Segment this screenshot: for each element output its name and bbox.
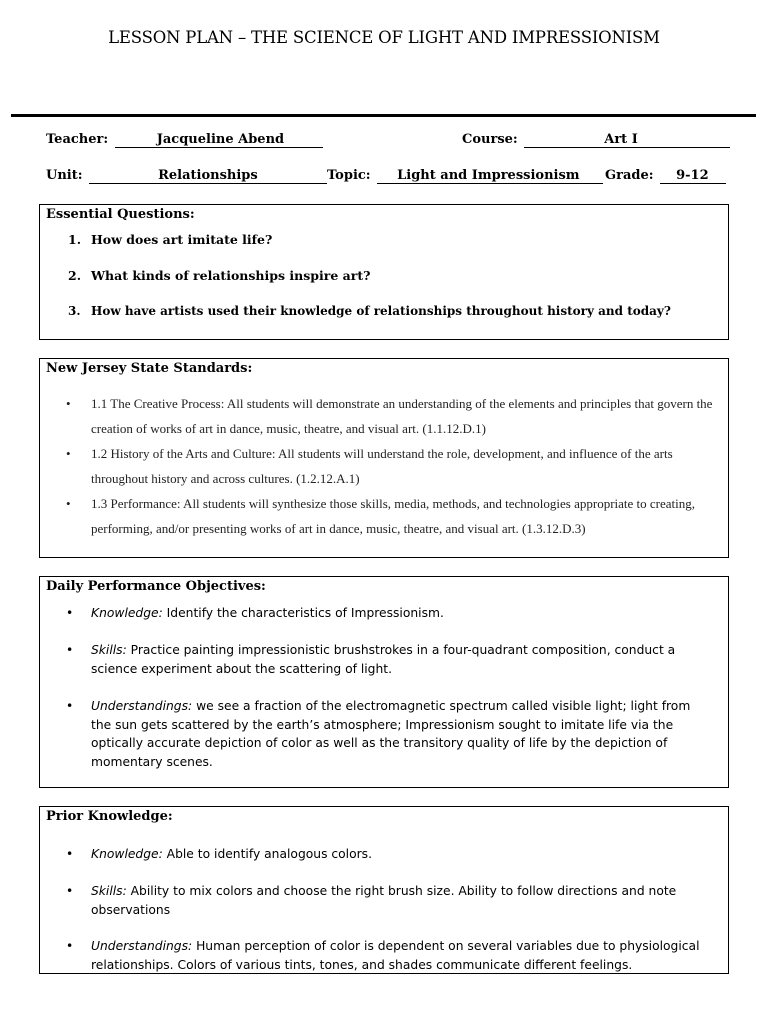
course-label: Course:	[462, 132, 518, 147]
unit-value: Relationships	[89, 169, 327, 184]
standards-box: New Jersey State Standards: • 1.1 The Creative Process: All students will demonstrate an understanding of the elements and principles that govern the creation of works of art in dance, music, theatre, and visual art. (1.1.12.D.1) • 1.2 History of the Arts and Culture: All students will understand the role, development, and influence of the arts throughout history and across cultures. (1.2.12.A.1) • 1.3 Performance: All students will synthesize those skills, media, methods, and technologies appropriate to creating, performing, and/or presenting works of art in dance, music, theatre, and visual art. (1.3.12.D.3)	[39, 358, 729, 558]
objectives-box: Daily Performance Objectives: • Knowledge: Identify the characteristics of Impressionism. • Skills: Practice painting impressionistic brushstrokes in a four-quadrant composition, conduct a science experiment about the scattering of light. • Understandings: we see a fraction of the electromagnetic spectrum called visible light; light from the sun gets scattered by the earth’s atmosphere; Impressionism sought to imitate life via the optically accurate depiction of color as well as the transitory quality of life by the depiction of momentary scenes.	[39, 576, 729, 788]
prior-knowledge-box: Prior Knowledge: • Knowledge: Able to identify analogous colors. • Skills: Ability to mix colors and choose the right brush size. Ability to follow directions and note observations • Understandings: Human perception of color is dependent on several variables due to physiological relationships. Colors of various tints, tones, and shades communicate different feelings.	[39, 806, 729, 974]
header-divider	[11, 114, 756, 117]
course-value: Art I	[524, 133, 730, 148]
teacher-field	[46, 132, 323, 148]
grade-field	[605, 168, 726, 184]
topic-field	[327, 168, 603, 184]
unit-field	[46, 168, 327, 184]
teacher-value: Jacqueline Abend	[115, 133, 323, 148]
prior-knowledge-title: Prior Knowledge:	[46, 809, 173, 824]
essential-questions-title: Essential Questions:	[46, 207, 195, 222]
course-field	[462, 132, 730, 148]
list-item: 2. What kinds of relationships inspire art?	[68, 268, 371, 283]
topic-value: Light and Impressionism	[377, 169, 603, 184]
page-title: LESSON PLAN – THE SCIENCE OF LIGHT AND IMPRESSIONISM	[108, 28, 660, 47]
standards-title: New Jersey State Standards:	[46, 361, 253, 376]
list-item: 3. How have artists used their knowledge of relationships throughout history and today?	[68, 304, 671, 318]
unit-label: Unit:	[46, 168, 83, 183]
grade-value: 9-12	[660, 169, 726, 184]
essential-questions-box	[39, 204, 729, 340]
topic-label: Topic:	[327, 168, 371, 183]
grade-label: Grade:	[605, 168, 654, 183]
objectives-title: Daily Performance Objectives:	[46, 579, 266, 594]
teacher-label: Teacher:	[46, 132, 109, 147]
list-item: 1. How does art imitate life?	[68, 232, 273, 247]
